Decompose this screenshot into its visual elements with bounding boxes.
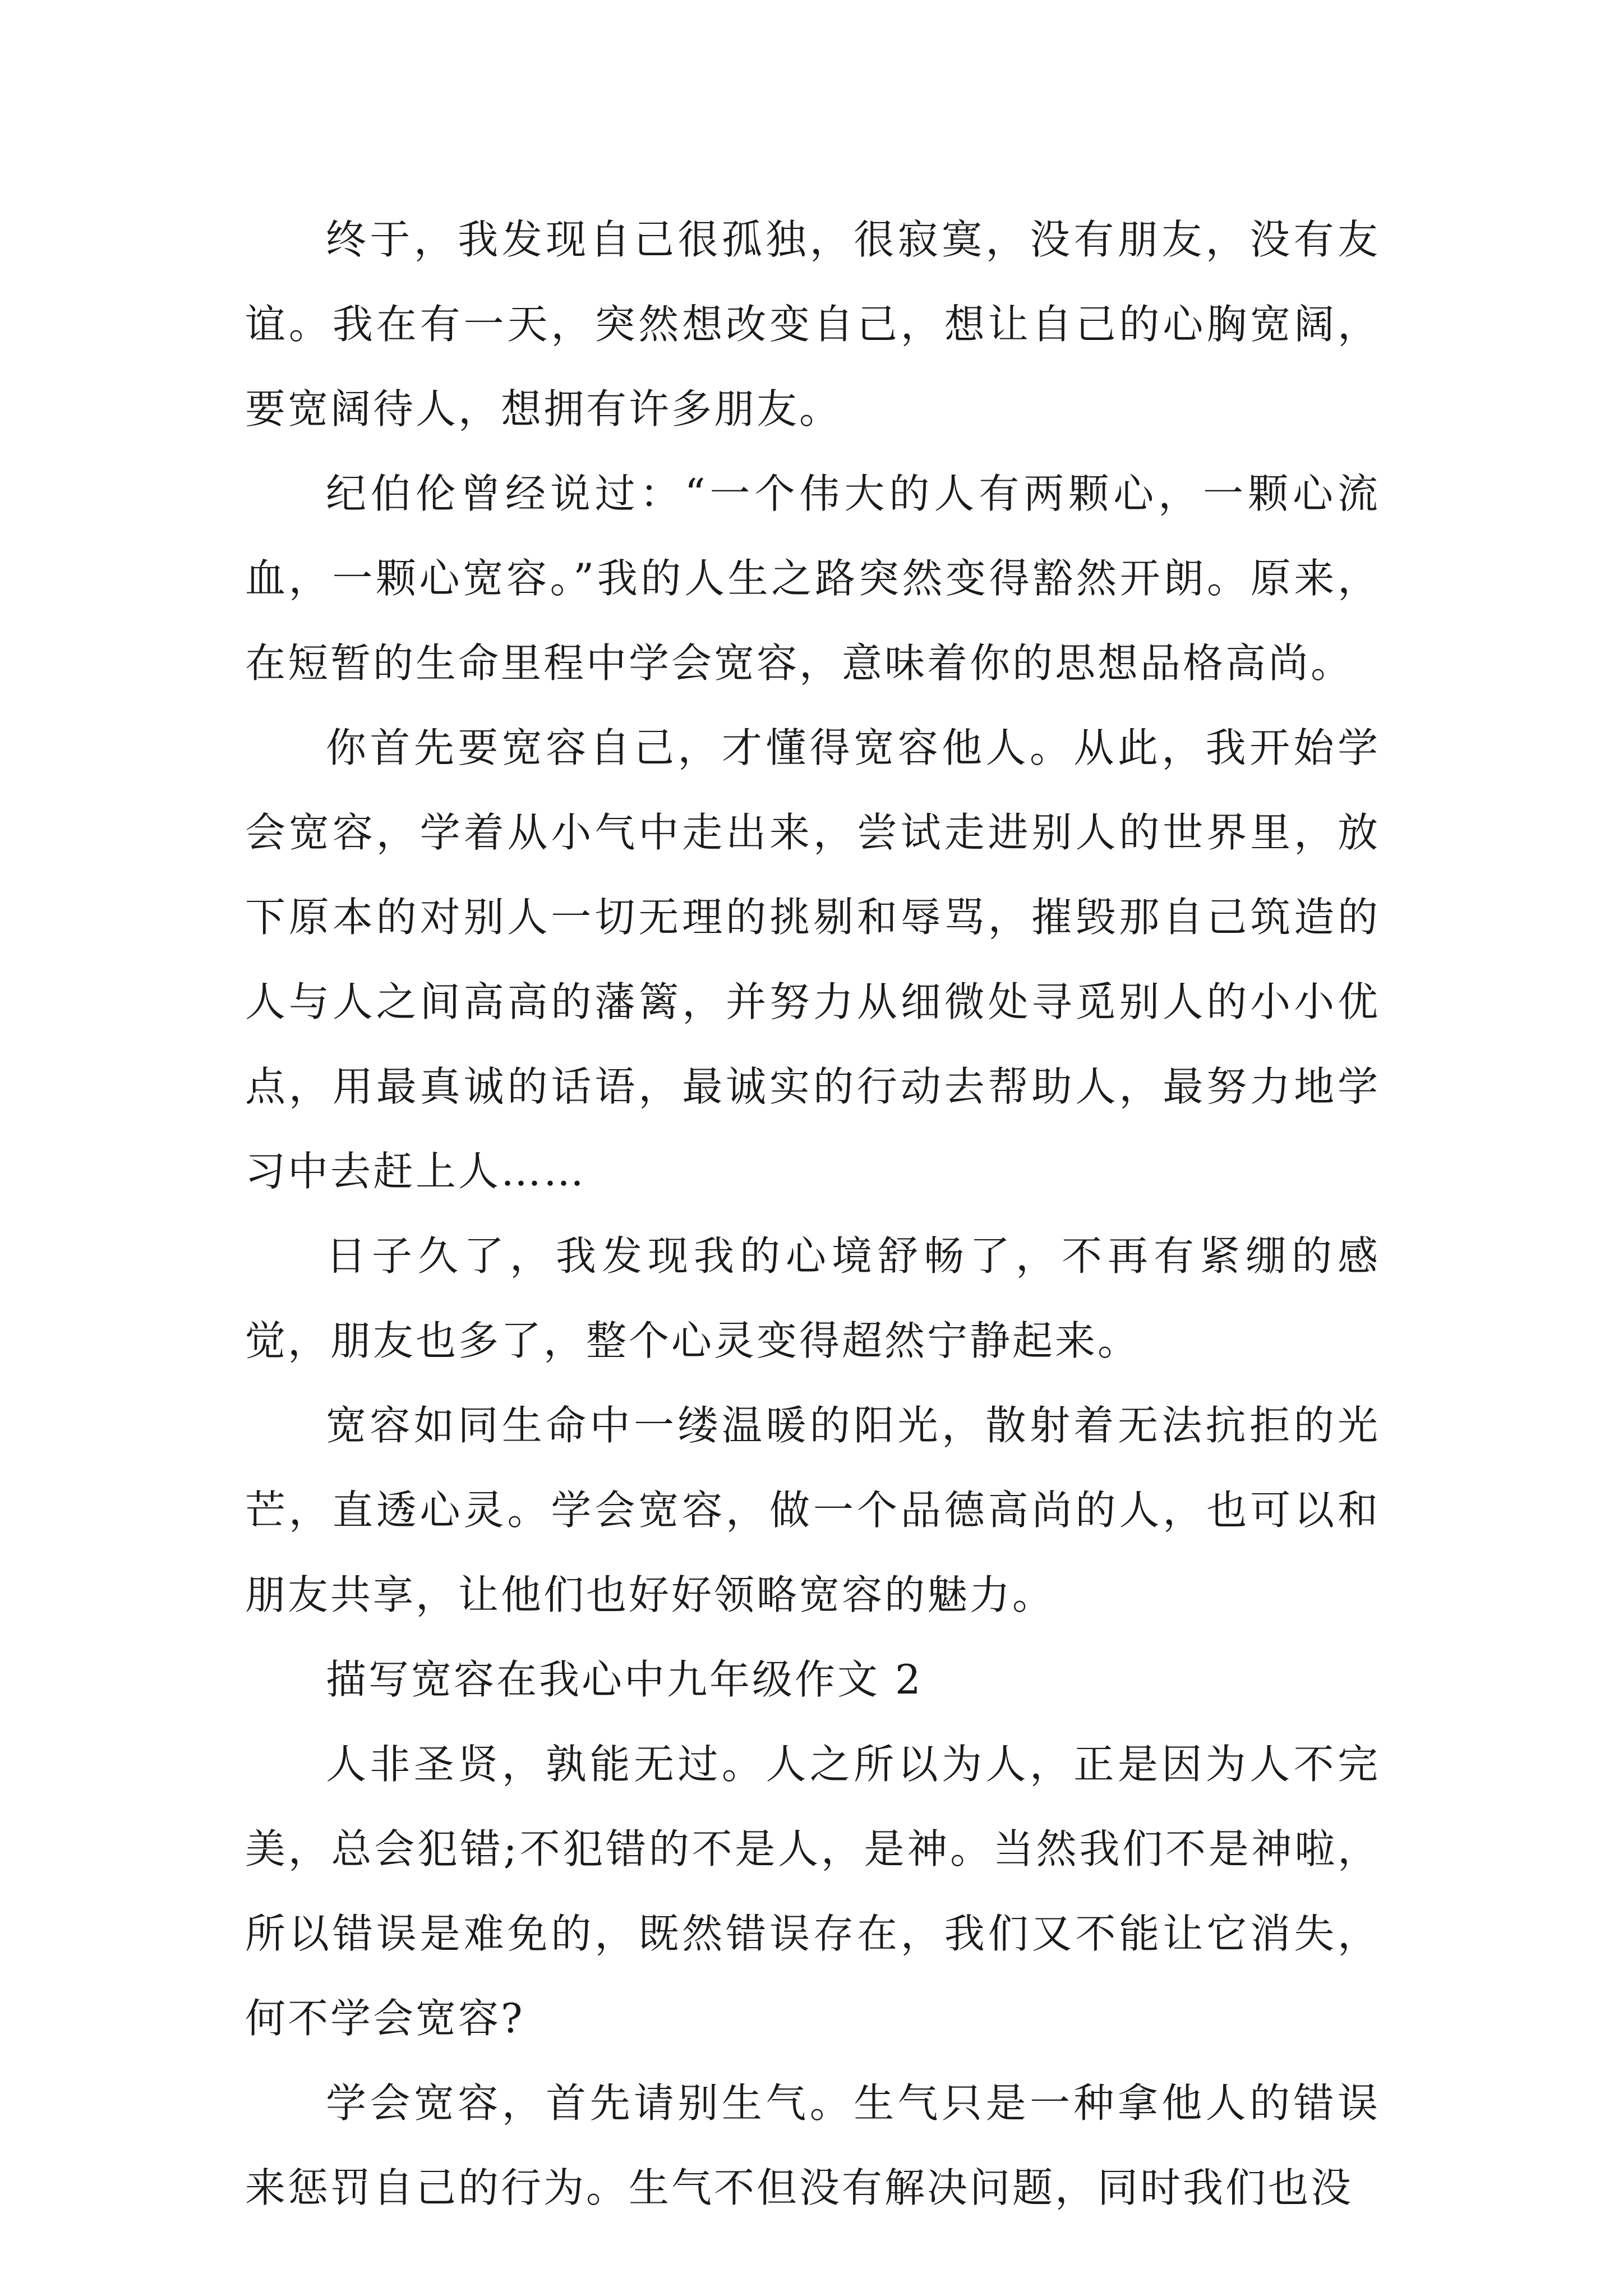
paragraph: 学会宽容，首先请别生气。生气只是一种拿他人的错误来惩罚自己的行为。生气不但没有解决问题，同时我们也没 [245,2079,1380,2211]
document-body [245,197,1380,2230]
paragraph: 你首先要宽容自己，才懂得宽容他人。从此，我开始学会宽容，学着从小气中走出来，尝试走进别人的世界里，放下原本的对别人一切无理的挑剔和辱骂，摧毁那自己筑造的人与人之间高高的藩篱，并努力从细微处寻觅别人的小小优点，用最真诚的话语，最诚实的行动去帮助人，最努力地学习中去赶上人…… [245,724,1380,1195]
paragraph: 终于，我发现自己很孤独，很寂寞，没有朋友，没有友谊。我在有一天，突然想改变自己，想让自己的心胸宽阔，要宽阔待人，想拥有许多朋友。 [245,216,1380,432]
paragraph: 日子久了，我发现我的心境舒畅了，不再有紧绷的感觉，朋友也多了，整个心灵变得超然宁静起来。 [245,1232,1380,1364]
paragraph: 宽容如同生命中一缕温暖的阳光，散射着无法抗拒的光芒，直透心灵。学会宽容，做一个品德高尚的人，也可以和朋友共享，让他们也好好领略宽容的魅力。 [245,1402,1380,1618]
paragraph: 纪伯伦曾经说过：“一个伟大的人有两颗心，一颗心流血，一颗心宽容。”我的人生之路突然变得豁然开朗。原来，在短暂的生命里程中学会宽容，意味着你的思想品格高尚。 [245,470,1380,687]
section-title: 描写宽容在我心中九年级作文 2 [326,1656,923,1703]
paragraph: 人非圣贤，孰能无过。人之所以为人，正是因为人不完美，总会犯错;不犯错的不是人，是神。当然我们不是神啦，所以错误是难免的，既然错误存在，我们又不能让它消失，何不学会宽容? [245,1741,1380,2042]
